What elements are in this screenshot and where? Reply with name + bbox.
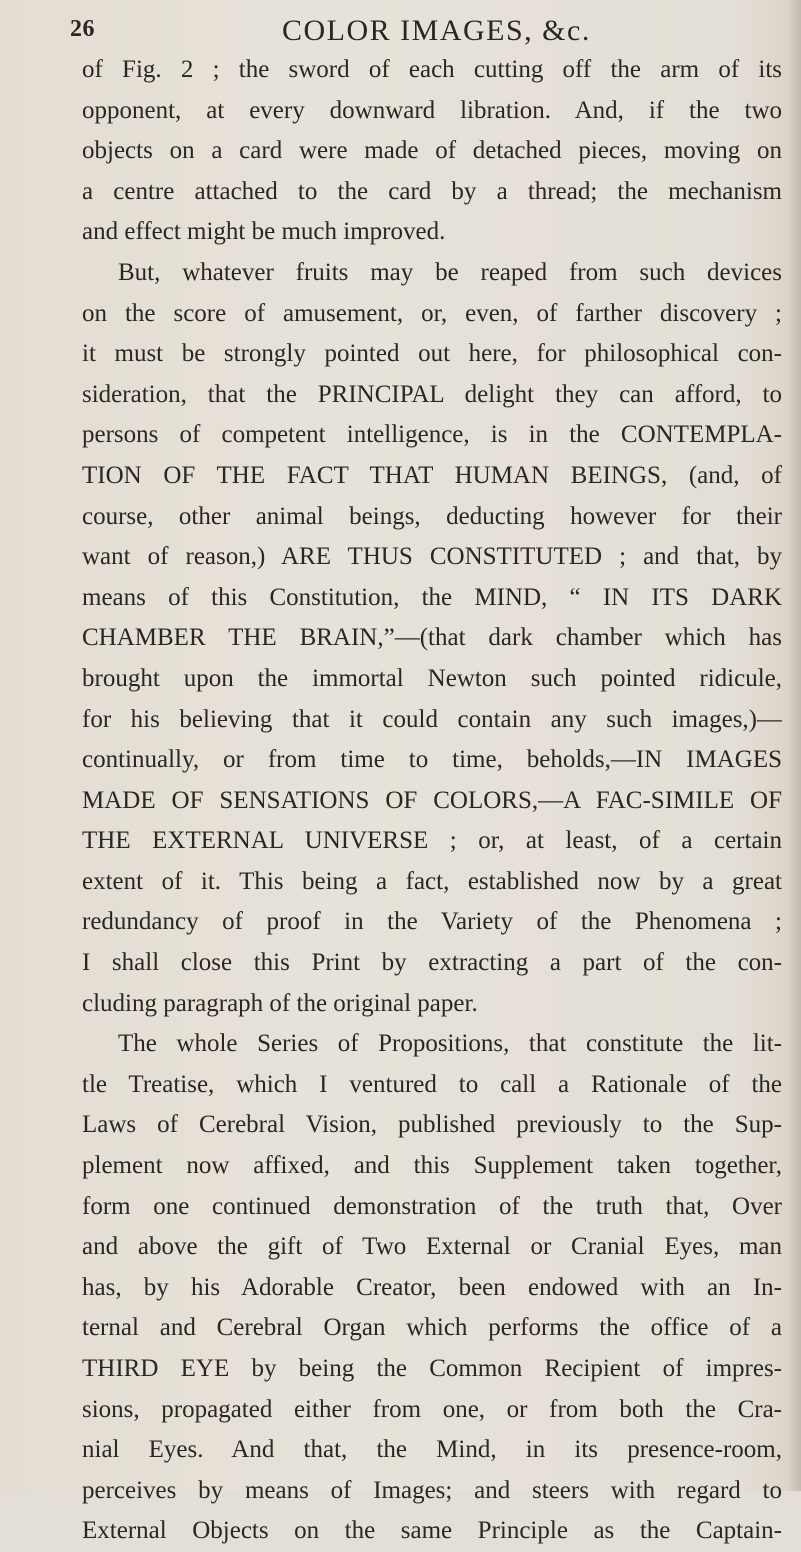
text-line: a centre attached to the card by a thread; the mechanism xyxy=(82,177,782,205)
text-line: TION OF THE FACT THAT HUMAN BEINGS, (and, of xyxy=(82,461,782,489)
text-line: on the score of amusement, or, even, of farther discovery ; xyxy=(82,299,782,327)
page-header xyxy=(70,10,770,50)
text-line: want of reason,) ARE THUS CONSTITUTED ; and that, by xyxy=(82,543,782,571)
text-line: plement now affixed, and this Supplement taken together, xyxy=(82,1152,782,1180)
text-line: sions, propagated either from one, or from both the Cra- xyxy=(82,1395,782,1423)
text-line: and above the gift of Two External or Cranial Eyes, man xyxy=(82,1233,782,1261)
text-line: THE EXTERNAL UNIVERSE ; or, at least, of a certain xyxy=(82,827,782,855)
text-line: External Objects on the same Principle as the Captain- xyxy=(82,1517,782,1545)
text-line: THIRD EYE by being the Common Recipient of impres- xyxy=(82,1355,782,1382)
text-line: has, by his Adorable Creator, been endowed with an In- xyxy=(82,1273,782,1301)
text-line: perceives by means of Images; and steers with regard to xyxy=(82,1476,782,1504)
text-line: form one continued demonstration of the truth that, Over xyxy=(82,1192,782,1220)
page-number: 26 xyxy=(70,16,95,42)
text-line: tle Treatise, which I ventured to call a Rationale of the xyxy=(82,1070,782,1098)
text-line: The whole Series of Propositions, that constitute the lit- xyxy=(118,1030,782,1058)
text-line: cluding paragraph of the original paper. xyxy=(82,989,478,1017)
text-line: of Fig. 2 ; the sword of each cutting off the arm of its xyxy=(82,56,782,83)
text-line: persons of competent intelligence, is in the CONTEMPLA- xyxy=(82,421,782,449)
text-line: nial Eyes. And that, the Mind, in its presence-room, xyxy=(82,1436,782,1464)
text-line: CHAMBER THE BRAIN,”—(that dark chamber which has xyxy=(82,624,782,652)
text-line: ternal and Cerebral Organ which performs the office of a xyxy=(82,1314,782,1342)
body-text xyxy=(82,50,782,1552)
text-line: for his believing that it could contain any such images,)— xyxy=(82,705,782,733)
running-title: COLOR IMAGES, &c. xyxy=(282,14,591,47)
text-line: I shall close this Print by extracting a part of the con- xyxy=(82,949,782,977)
text-line: continually, or from time to time, beholds,—IN IMAGES xyxy=(82,746,782,774)
text-line: brought upon the immortal Newton such pointed ridicule, xyxy=(82,664,782,692)
page-edge-shadow xyxy=(787,0,801,1491)
text-line: But, whatever fruits may be reaped from such devices xyxy=(118,258,782,286)
text-line: Laws of Cerebral Vision, published previously to the Sup- xyxy=(82,1111,782,1139)
text-line: course, other animal beings, deducting however for their xyxy=(82,502,782,530)
text-line: means of this Constitution, the MIND, “ IN ITS DARK xyxy=(82,583,782,611)
text-line: extent of it. This being a fact, established now by a great xyxy=(82,867,782,895)
text-line: it must be strongly pointed out here, for philosophical con- xyxy=(82,340,782,368)
text-line: sideration, that the PRINCIPAL delight they can afford, to xyxy=(82,380,782,408)
text-line: objects on a card were made of detached pieces, moving on xyxy=(82,137,782,165)
text-line: opponent, at every downward libration. And, if the two xyxy=(82,96,782,124)
text-line: redundancy of proof in the Variety of the Phenomena ; xyxy=(82,908,782,936)
text-line: MADE OF SENSATIONS OF COLORS,—A FAC-SIMILE OF xyxy=(82,786,782,814)
text-line: and effect might be much improved. xyxy=(82,218,446,246)
